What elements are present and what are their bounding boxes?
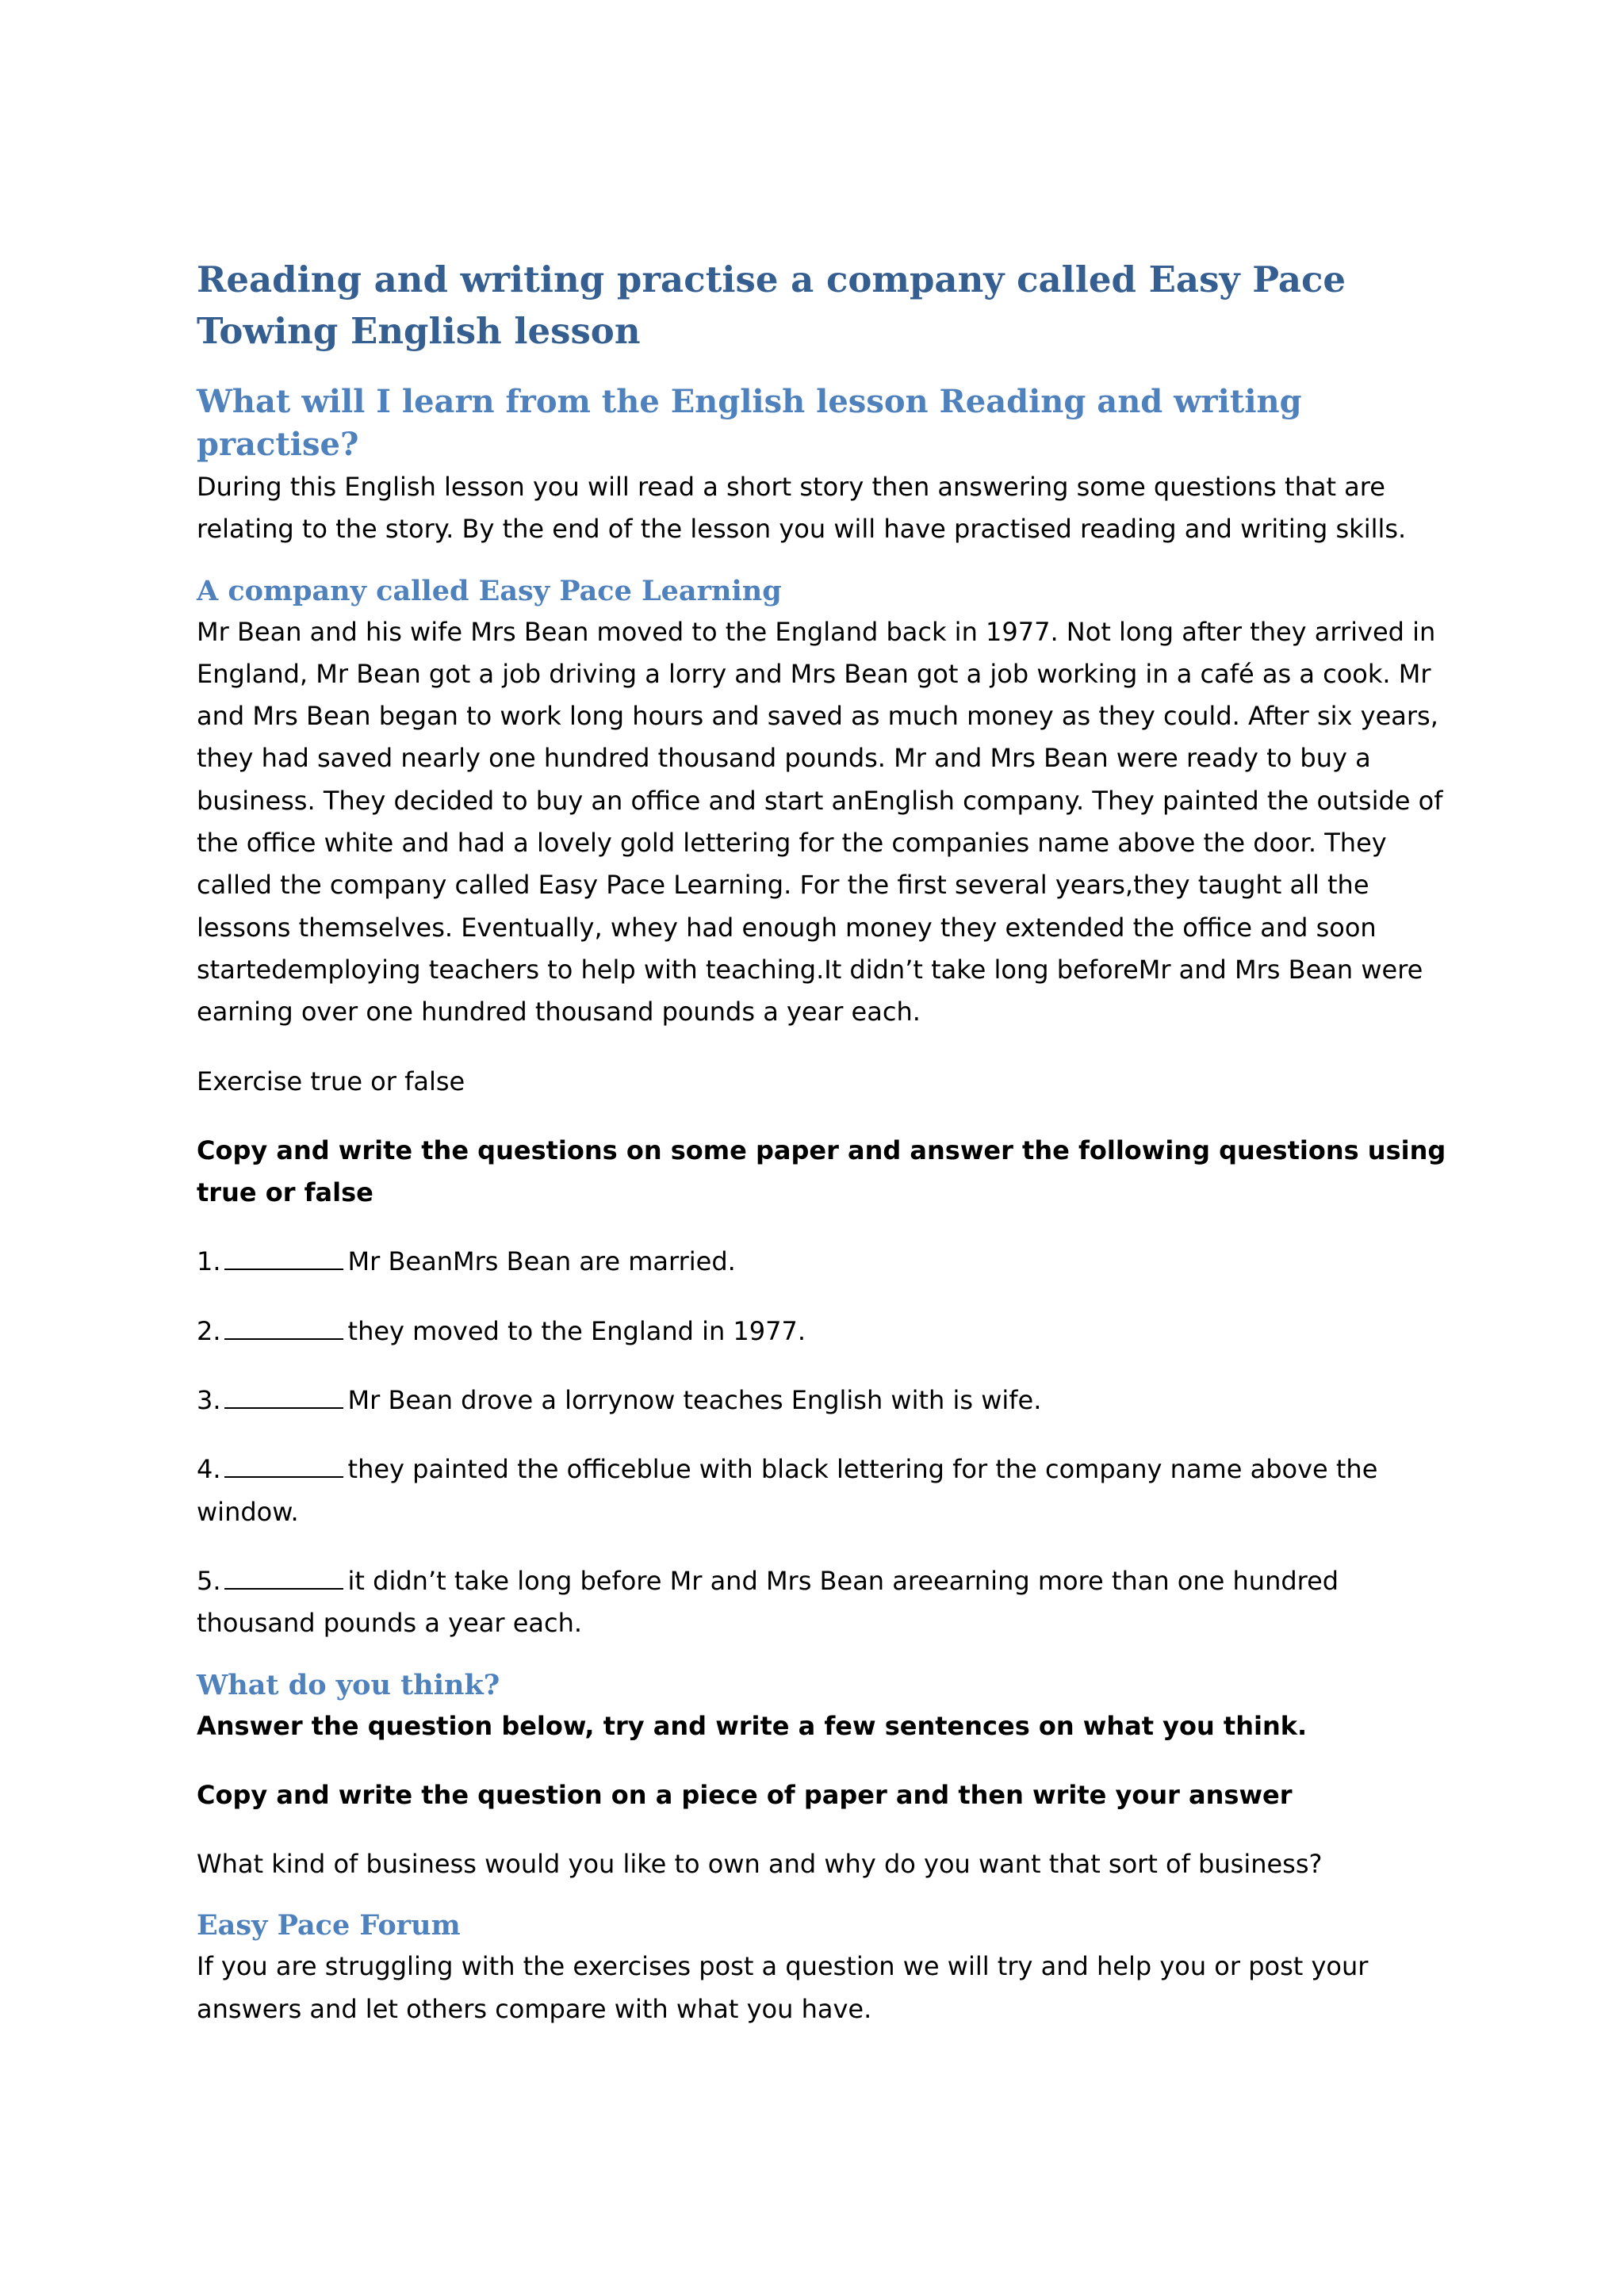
answer-blank bbox=[224, 1245, 343, 1270]
answer-blank bbox=[224, 1383, 343, 1409]
question-item bbox=[197, 1311, 1450, 1353]
forum-body: If you are struggling with the exercises post a question we will try and help you or post your answers and let others compare with what you have. bbox=[197, 1951, 1369, 2024]
question-number: 5. bbox=[197, 1565, 221, 1596]
answer-blank bbox=[224, 1452, 343, 1478]
think-instruction-1: Answer the question below, try and write a few sentences on what you think. bbox=[197, 1710, 1308, 1741]
question-number: 2. bbox=[197, 1315, 221, 1346]
question-item bbox=[197, 1448, 1450, 1533]
answer-blank bbox=[224, 1314, 343, 1340]
question-item bbox=[197, 1560, 1450, 1645]
page-title: Reading and writing practise a company called Easy Pace Towing English lesson bbox=[197, 258, 1346, 352]
document-page bbox=[197, 254, 1450, 2030]
question-item bbox=[197, 1241, 1450, 1283]
question-text: Mr Bean drove a lorrynow teaches English with is wife. bbox=[347, 1385, 1042, 1416]
question-item bbox=[197, 1380, 1450, 1422]
answer-blank bbox=[224, 1564, 343, 1590]
think-heading: What do you think? bbox=[197, 1668, 500, 1701]
think-instruction-2: Copy and write the question on a piece of paper and then write your answer bbox=[197, 1779, 1293, 1810]
forum-heading: Easy Pace Forum bbox=[197, 1909, 461, 1942]
question-list bbox=[197, 1241, 1450, 1644]
question-text: Mr BeanMrs Bean are married. bbox=[347, 1246, 736, 1277]
question-text: it didn’t take long before Mr and Mrs Bean areearning more than one hundred thousand pounds a year each. bbox=[197, 1565, 1339, 1639]
learn-body: During this English lesson you will read a short story then answering some questions that are relating to the story. By the end of the lesson you will have practised reading and writing skills. bbox=[197, 472, 1407, 545]
question-number: 1. bbox=[197, 1246, 221, 1277]
exercise-instruction: Copy and write the questions on some paper and answer the following questions using true or false bbox=[197, 1135, 1446, 1208]
story-body: Mr Bean and his wife Mrs Bean moved to the England back in 1977. Not long after they arrived in England, Mr Bean got a job driving a lorry and Mrs Bean got a job working in a café as a cook. Mr and Mrs Bean began to work long hours and saved as much money as they could. After six years, they had saved nearly one hundred thousand pounds. Mr and Mrs Bean were ready to buy a business. They decided to buy an office and start anEnglish company. They painted the outside of the office white and had a lovely gold lettering for the companies name above the door. They called the company called Easy Pace Learning. For the first several years,they taught all the lessons themselves. Eventually, whey had enough money they extended the office and soon startedemploying teachers to help with teaching.It didn’t take long beforeMr and Mrs Bean were earning over one hundred thousand pounds a year each. bbox=[197, 616, 1443, 1027]
think-question: What kind of business would you like to own and why do you want that sort of business? bbox=[197, 1849, 1323, 1880]
story-heading: A company called Easy Pace Learning bbox=[197, 574, 782, 607]
exercise-label: Exercise true or false bbox=[197, 1066, 465, 1096]
question-text: they moved to the England in 1977. bbox=[347, 1315, 806, 1346]
question-number: 4. bbox=[197, 1454, 221, 1485]
learn-heading: What will I learn from the English lesson Reading and writing practise? bbox=[197, 383, 1302, 463]
question-text: they painted the officeblue with black lettering for the company name above the window. bbox=[197, 1454, 1378, 1527]
question-number: 3. bbox=[197, 1385, 221, 1416]
